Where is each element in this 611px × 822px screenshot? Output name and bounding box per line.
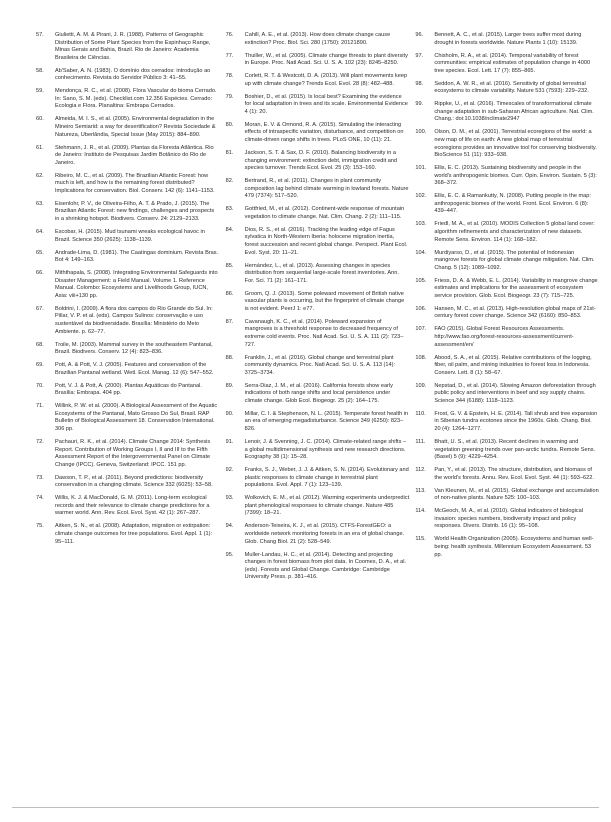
reference-number: 64.: [36, 228, 44, 235]
reference-number: 112.: [415, 467, 426, 474]
reference-number: 66.: [36, 270, 44, 277]
reference-entry: [415, 193, 599, 216]
reference-number: 80.: [225, 121, 234, 128]
reference-number: 99.: [415, 101, 424, 108]
reference-number: 100.: [415, 129, 427, 136]
reference-text: Millar, C. I. & Stephenson, N. L. (2015). Temperate forest health in an era of emerging megadisturbance. Science 349 (6250): 823–826.: [244, 410, 409, 432]
reference-text: Frost, G. V. & Epstein, H. E. (2014). Tall shrub and tree expansion in Siberian tundra ecotones since the 1960s. Glob. Chang. Biol. 20 (4): 1264–1277.: [434, 410, 598, 432]
reference-entry: [415, 221, 599, 244]
reference-number: 108.: [415, 354, 427, 361]
reference-entry: [226, 150, 410, 173]
reference-text: Boshier, D., et al. (2015). Is local best? Examining the evidence for local adaptation in trees and its scale. Environmental Evidence 4 (1): 20.: [244, 93, 408, 115]
reference-entry: [36, 229, 220, 244]
reference-number: 75.: [36, 523, 44, 530]
reference-number: 76.: [225, 32, 234, 38]
reference-text: Hernández, L., et al. (2013). Assessing changes in species distribution from sequential large-scale forest inventories. Ann. For. Sci. 71 (2): 161–171.: [244, 262, 399, 284]
reference-text: Abood, S. A., et al. (2015). Relative contributions of the logging, fiber, oil palm, and mining industries to forest loss in Indonesia. Conserv. Lett. 8 (1): 58–67.: [434, 354, 592, 376]
reference-number: 87.: [225, 318, 234, 325]
reference-text: Chisholm, R. A., et al. (2014). Temporal variability of forest communities: empirical estimates of population change in 4000 tree species. Ecol. Lett. 17 (7): 855–865.: [434, 52, 591, 74]
reference-text: Boldrini, I. (2009). A flora dos campos do Rio Grande do Sul. In: Pillar, V. P. et al. (eds). Campos Sulinos: conservação e uso sustentável da biodiversidade. Brasília: Ministério do Meio Ambiente. p. 62–77.: [55, 305, 213, 335]
reference-text: Dios, R. S., et al. (2016). Tracking the leading edge of Fagus sylvatica in North-Western Iberia: holocene migration inertia, forest succession and recent global change. Perspect. Plant Ecol. Evol. Syst. 20: 11–21.: [244, 226, 408, 256]
reference-text: Bennett, A. C., et al. (2015). Larger trees suffer most during drought in forests worldwide. Nature Plants 1 (10): 15139.: [434, 32, 582, 46]
reference-number: 57.: [36, 32, 44, 38]
reference-entry: [415, 488, 599, 503]
reference-entry: [415, 306, 599, 321]
reference-text: Pachauri, R. K., et al. (2014). Climate Change 2014: Synthesis Report. Contribution of Working Groups I, II and III to the Fifth Assessment Report of the Intergovernmental Panel on Climate Change (IPCC). Geneva, Switzerland: IPCC. 151 pp.: [55, 439, 211, 468]
reference-text: Corlett, R. T. & Westcott, D. A. (2013). Will plant movements keep up with climate change? Trends Ecol. Evol. 28 (8): 482–488.: [244, 73, 408, 87]
reference-entry: [226, 439, 410, 462]
reference-number: 105.: [415, 277, 427, 284]
reference-text: Miththapala, S. (2008). Integrating Environmental Safeguards into Disaster Management: a Field Manual. Volume 1. Reference Manual. Colombo: Ecosystems and Livelihoods Group, IUCN, Asia: viii+130 pp.: [55, 270, 218, 299]
reference-number: 72.: [36, 439, 44, 446]
reference-text: Willis, K. J. & MacDonald, G. M. (2011). Long-term ecological records and their relevance to climate change predictions for a warmer world. Ann. Rev. Ecol. Evol. Syst. 42 (1): 267–287.: [55, 495, 210, 517]
reference-text: Escobar, H. (2015). Mud tsunami wreaks ecological havoc in Brazil. Science 350 (2625): 1138–1139.: [55, 228, 205, 243]
reference-text: Franks, S. J., Weber, J. J. & Aitken, S. N. (2014). Evolutionary and plastic responses to climate change in terrestrial plant populations. Evol. Appl. 7 (1): 123–139.: [244, 467, 409, 489]
reference-entry: [226, 355, 410, 378]
reference-text: Olson, D. M., et al. (2001). Terrestrial ecoregions of the world: a new map of life on earth: A new global map of terrestrial ecoregions provides an innovative tool for conserving biodiversity. BioScience 51 (11): 933–938.: [434, 129, 597, 159]
reference-number: 58.: [36, 67, 44, 74]
reference-entry: [226, 291, 410, 314]
reference-entry: [226, 319, 410, 349]
reference-number: 101.: [415, 165, 427, 172]
reference-entry: [415, 355, 599, 378]
reference-entry: [226, 32, 410, 47]
reference-number: 114.: [415, 508, 426, 515]
reference-text: Van Kleunen, M., et al. (2015). Global exchange and accumulation of non-native plants. Nature 525: 100–103.: [434, 487, 599, 502]
reference-text: Franklin, J., et al. (2016). Global change and terrestrial plant community dynamics. Proc. Natl Acad. Sci. U. S. A. 113 (14): 3725–3734.: [244, 354, 396, 376]
reference-number: 98.: [415, 80, 424, 87]
reference-entry: [415, 53, 599, 76]
reference-entry: [36, 362, 220, 377]
reference-entry: [36, 475, 220, 490]
reference-number: 115.: [415, 536, 426, 543]
reference-entry: [226, 178, 410, 201]
reference-entry: [226, 227, 410, 257]
reference-number: 77.: [225, 52, 234, 59]
reference-entry: [226, 411, 410, 434]
reference-entry: [226, 467, 410, 490]
reference-number: 110.: [415, 410, 426, 417]
reference-number: 90.: [225, 410, 234, 417]
reference-number: 60.: [36, 116, 44, 123]
reference-entry: [226, 94, 410, 117]
reference-text: Ellis, E. C. & Ramankutty, N. (2008). Putting people in the map: anthropogenic biomes of the world. Front. Ecol. Environ. 6 (8): 439–447.: [434, 193, 591, 215]
reference-number: 89.: [225, 382, 234, 389]
reference-entry: [226, 206, 410, 221]
reference-text: Gottfried, M., et al. (2012). Continent-wide response of mountain vegetation to climate change. Nat. Clim. Chang. 2 (2): 111–115.: [244, 206, 405, 220]
reference-number: 73.: [36, 474, 44, 481]
reference-number: 59.: [36, 88, 44, 95]
reference-text: Cahill, A. E., et al. (2013). How does climate change cause extinction? Proc. Biol. Sci. 280 (1750): 20121890.: [244, 32, 391, 46]
reference-text: Muller-Landau, H. C., et al. (2014). Detecting and projecting changes in forest biomass from plot data. In Coomes, D. A., et al. (eds). Forests and Global Change. Cambridge: Cambridge University Press. p. 381–416.: [244, 551, 407, 581]
reference-entry: [36, 173, 220, 196]
reference-text: Almeida, M. I. S., et al. (2005). Environmental degradation in the Mineiro Semiarid: a way for desertification? Revista Sociedade & Natureza, Uberlândia, Special Issue (May 2015): 884–890.: [55, 116, 216, 138]
reference-text: Bhatt, U. S., et al. (2013). Recent declines in warming and vegetation greening trends over pan-arctic tundra. Remote Sens. (Basel) 5 (9): 4229–4254.: [434, 439, 596, 461]
reference-text: Friedl, M. A., et al. (2010). MODIS Collection 5 global land cover: algorithm refinements and characterization of new datasets. Remote Sens. Environ. 114 (1): 168–182.: [434, 221, 595, 243]
reference-number: 113.: [415, 487, 426, 494]
reference-number: 62.: [36, 172, 44, 179]
reference-entry: [415, 101, 599, 124]
reference-entry: [415, 536, 599, 559]
reference-number: 106.: [415, 305, 427, 312]
reference-text: Ellis, E. C. (2013). Sustaining biodiversity and people in the world's anthropogenic biomes. Curr. Opin. Environ. Sustain. 5 (3): 368–372.: [434, 165, 597, 187]
reference-entry: [415, 326, 599, 349]
reference-text: Aitken, S. N., et al. (2008). Adaptation, migration or extirpation: climate change outcomes for tree populations. Evol. Appl. 1 (1): 95–111.: [55, 523, 213, 545]
reference-entry: [415, 467, 599, 482]
reference-number: 111.: [415, 439, 426, 446]
reference-entry: [415, 81, 599, 96]
reference-number: 93.: [225, 495, 234, 502]
reference-number: 91.: [225, 439, 234, 446]
reference-text: Nepstad, D., et al. (2014). Slowing Amazon deforestation through public policy and interventions in beef and soy supply chains. Science 344 (6188): 1118–1123.: [434, 382, 596, 404]
reference-text: McGeoch, M. A., et al. (2010). Global indicators of biological invasion: species numbers, biodiversity impact and policy responses. Divers. Distrib. 16 (1): 95–108.: [434, 508, 583, 530]
reference-entry: [226, 552, 410, 582]
reference-column-right: [415, 32, 599, 822]
reference-entry: [415, 383, 599, 406]
reference-number: 69.: [36, 362, 44, 369]
reference-entry: [415, 129, 599, 159]
reference-entry: [415, 439, 599, 462]
reference-number: 83.: [225, 206, 234, 213]
reference-text: Stehmann, J. R., et al. (2009). Plantas da Floresta Atlântica. Rio de Janeiro: Instituto de Pesquisas Jardim Botânico do Rio de Janeiro.: [55, 144, 214, 166]
reference-entry: [226, 53, 410, 68]
reference-column-left: [36, 32, 220, 822]
reference-text: Hansen, M. C., et al. (2013). High-resolution global maps of 21st-century forest cover change. Science 342 (6160): 850–853.: [434, 305, 596, 320]
reference-entry: [36, 68, 220, 83]
reference-entry: [415, 165, 599, 188]
reference-number: 96.: [415, 32, 424, 38]
reference-entry: [36, 32, 220, 62]
reference-number: 79.: [225, 93, 234, 100]
reference-text: Eisenlohr, P. V., de Oliveira-Filho, A. T. & Prado, J. (2015). The Brazilian Atlantic Forest: new findings, challenges and prospects in a shrinking hotspot. Biodivers. Conserv. 24: 2129–2133.: [55, 200, 215, 222]
reference-text: Mendonça, R. C., et al. (2008). Flora Vascular do bioma Cerrado. In: Sano, S. M. (eds). Checklist.com 12.356 Espécies. Cerrado: Ecologia e Flora. Planaltina: Embrapa Cerrados.: [55, 88, 217, 110]
reference-number: 84.: [225, 226, 234, 233]
reference-text: FAO (2015). Global Forest Resources Assessments. http://www.fao.org/forest-resources-assessment/current-assessment/en/: [434, 326, 574, 348]
reference-number: 74.: [36, 495, 44, 502]
reference-number: 67.: [36, 305, 44, 312]
reference-text: Moran, E. V. & Ormond, R. A. (2015). Simulating the interacting effects of intraspecific variation, disturbance, and competition on climate-driven range shifts in trees. PLoS ONE, 10 (11): 21.: [244, 121, 404, 144]
reference-entry: [36, 403, 220, 433]
reference-number: 104.: [415, 249, 427, 256]
reference-text: Thuiller, W., et al. (2005). Climate change threats to plant diversity in Europe. Proc. Natl Acad. Sci. U. S. A. 102 (23): 8245–8250.: [244, 52, 408, 67]
reference-entry: [226, 495, 410, 518]
reference-entry: [226, 122, 410, 145]
reference-entry: [415, 278, 599, 301]
reference-entry: [415, 508, 599, 531]
reference-text: Rippke, U., et al. (2016). Timescales of transformational climate change adaptation in sub-Saharan African agriculture. Nat. Clim. Chang.: doi:10.1038/nclimate2947: [434, 101, 594, 123]
reference-entry: [36, 201, 220, 224]
reference-number: 63.: [36, 200, 44, 207]
reference-number: 68.: [36, 341, 44, 348]
reference-entry: [36, 88, 220, 111]
reference-number: 94.: [225, 523, 234, 530]
reference-number: 102.: [415, 193, 427, 200]
reference-number: 78.: [225, 73, 234, 80]
reference-number: 109.: [415, 382, 427, 389]
reference-number: 85.: [225, 262, 234, 269]
reference-entry: [36, 306, 220, 336]
reference-text: Bertrand, R., et al. (2011). Changes in plant community composition lag behind climate warming in lowland forests. Nature 479 (7374): 517–520.: [244, 178, 409, 200]
reference-entry: [36, 250, 220, 265]
reference-column-middle: [226, 32, 410, 822]
reference-number: 71.: [36, 403, 44, 410]
reference-entry: [226, 263, 410, 286]
reference-entry: [36, 495, 220, 518]
reference-text: Murdiyarso, D., et al. (2015). The potential of Indonesian mangrove forests for global climate change mitigation. Nat. Clim. Chang. 5 (12): 1089–1092.: [434, 249, 595, 271]
reference-text: Dawson, T. P., et al. (2011). Beyond predictions: biodiversity conservation in a changing climate. Science 332 (6025): 53–58.: [55, 474, 213, 489]
reference-text: Pan, Y., et al. (2013). The structure, distribution, and biomass of the world's forests. Annu. Rev. Ecol. Evol. Syst. 44 (1): 593–622.: [434, 467, 594, 481]
reference-text: Lenoir, J. & Svenning, J. C. (2014). Climate-related range shifts – a global multidimensional synthesis and new research directions. Ecography 38 (1): 15–28.: [244, 439, 407, 461]
reference-text: Groom, Q. J. (2013). Some poleward movement of British native vascular plants is occurring, but the fingerprint of climate change is not evident. PeerJ 1: e77.: [244, 290, 405, 312]
reference-number: 107.: [415, 326, 427, 333]
reference-text: World Health Organization (2005). Ecosystems and human well-being: health synthesis. Millennium Ecosystem Assessment. 53 pp.: [434, 536, 594, 558]
reference-text: Willink, P. W. et al. (2000). A Biological Assessment of the Aquatic Ecosystems of the Pantanal, Mato Grosso Do Sul, Brasil. RAP Bulletin of Biological Assessment 18. Conservation International. 306 pp.: [55, 403, 218, 432]
reference-entry: [36, 523, 220, 546]
reference-entry: [226, 383, 410, 406]
reference-entry: [415, 411, 599, 434]
reference-text: Friess, D. A. & Webb, E. L. (2014). Variability in mangrove change estimates and implications for the assessment of ecosystem service provision. Glob. Ecol. Biogeogr. 23 (7): 715–725.: [434, 277, 598, 299]
reference-text: Jackson, S. T. & Sax, D. F. (2010). Balancing biodiversity in a changing environment: extinction debt, immigration credit and species turnover. Trends Ecol. Evol. 25 (3): 153–160.: [244, 150, 398, 172]
reference-number: 88.: [225, 354, 234, 361]
footer-rule: [12, 807, 599, 808]
reference-text: Andrade-Lima, D. (1981). The Caatingas dominium. Revista Bras. Bot 4: 149–163.: [55, 249, 219, 264]
reference-number: 82.: [225, 178, 234, 185]
reference-number: 81.: [225, 150, 234, 157]
reference-entry: [415, 250, 599, 273]
reference-text: Pott, A. & Pott, V. J. (2005). Features and conservation of the Brazilian Pantanal wetland. Wetl. Ecol. Manag. 12 (6): 547–552.: [55, 362, 214, 376]
reference-number: 65.: [36, 249, 44, 256]
reference-text: Ab'Saber, A. N. (1983). O domínio dos cerrados: introdução ao conhecimento. Revista do Servidor Público 3: 41–55.: [55, 67, 211, 82]
reference-text: Serra-Diaz, J. M., et al. (2016). California forests show early indications of both range shifts and local persistence under climate change. Glob Ecol. Biogeogr. 25 (2): 164–175.: [244, 382, 393, 404]
reference-entry: [36, 116, 220, 139]
reference-number: 70.: [36, 382, 44, 389]
reference-entry: [36, 383, 220, 398]
reference-text: Anderson-Teixeira, K. J., et al. (2015). CTFS-ForestGEO: a worldwide network monitoring forests in an era of global change. Glob. Chang Biol. 21 (2): 528–549.: [244, 523, 405, 545]
reference-entry: [226, 523, 410, 546]
reference-text: Wolkovich, E. M., et al. (2012). Warming experiments underpredict plant phenological responses to climate change. Nature 485 (7399): 18–21.: [244, 495, 410, 517]
reference-number: 86.: [225, 290, 234, 297]
reference-text: Giulietti, A. M. & Pirani, J. R. (1988). Patterns of Geographic Distribution of Some Plant Species from the Espinhaço Range, Minas Gerais and Bahia, Brazil. Rio de Janeiro: Academia Brasileira de Ciências.: [55, 32, 211, 61]
reference-number: 103.: [415, 221, 427, 228]
reference-text: Cavanaugh, K. C., et al. (2014). Poleward expansion of mangroves is a threshold response to decreased frequency of extreme cold events. Proc. Natl Acad. Sci. U. S. A. 111 (2): 723–727.: [244, 318, 404, 348]
reference-entry: [36, 270, 220, 300]
reference-entry: [226, 73, 410, 88]
reference-entry: [415, 32, 599, 47]
reference-entry: [36, 439, 220, 469]
reference-text: Ribeiro, M. C., et al. (2009). The Brazilian Atlantic Forest: how much is left, and how is the remaining forest distributed? Implications for conservation. Biol. Conserv. 142 (6): 1141–1153.: [55, 172, 215, 194]
reference-number: 97.: [415, 52, 424, 59]
reference-text: Troile, M. (2003). Mammal survey in the southeastern Pantanal, Brazil. Biodivers. Conserv. 12 (4): 823–836.: [55, 341, 213, 356]
reference-entry: [36, 145, 220, 168]
reference-number: 95.: [225, 551, 234, 558]
reference-text: Seddon, A. W. R., et al. (2016). Sensitivity of global terrestrial ecosystems to climate variability. Nature 531 (7593): 229–232.: [434, 80, 589, 95]
reference-text: Pott, V. J. & Pott, A. (2000). Plantas Aquáticas do Pantanal. Brasília: Embrapa. 404 pp.: [55, 382, 202, 397]
reference-number: 61.: [36, 144, 44, 151]
reference-number: 92.: [225, 467, 234, 474]
reference-entry: [36, 342, 220, 357]
